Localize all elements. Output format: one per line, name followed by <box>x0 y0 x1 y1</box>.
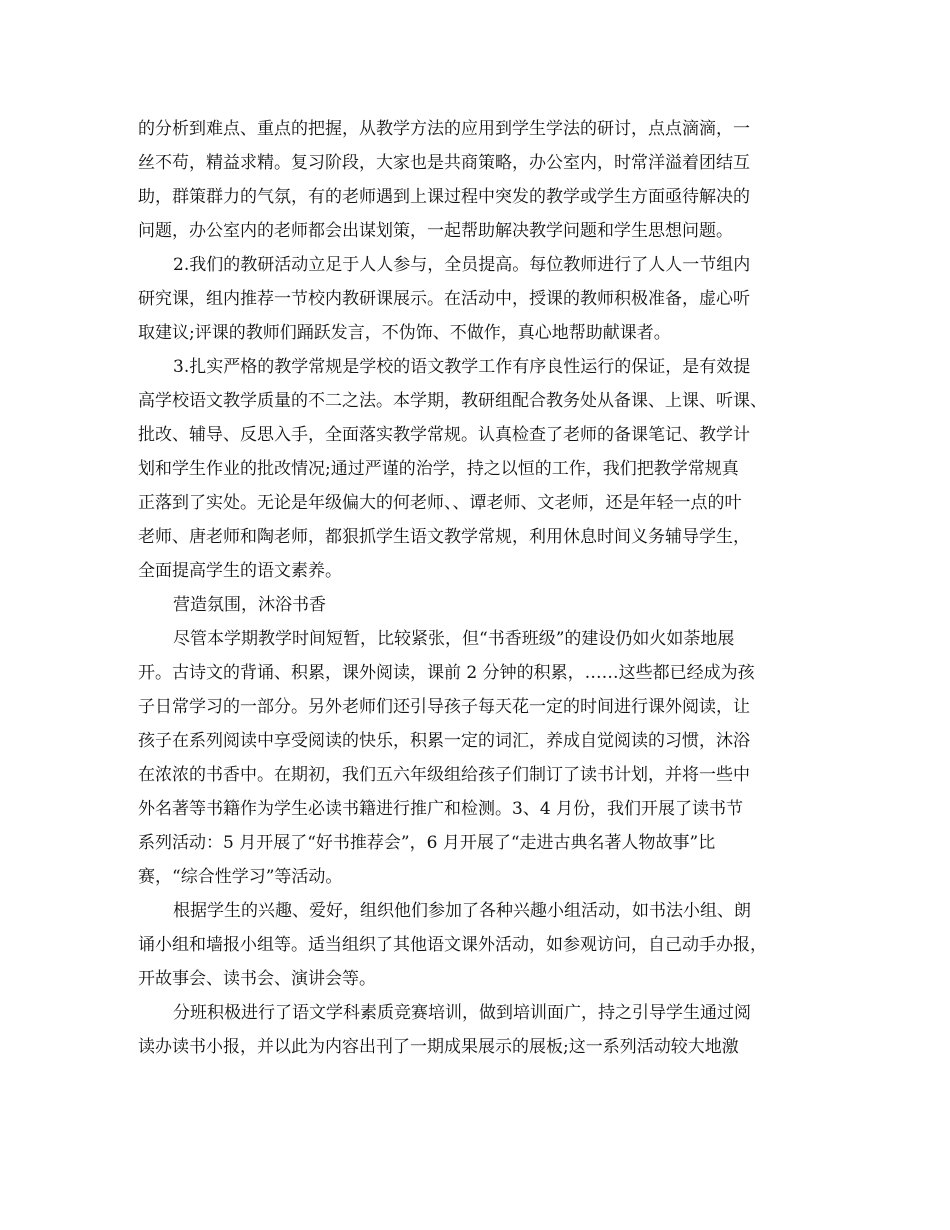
text-line: 外名著等书籍作为学生必读书籍进行推广和检测。3、4 月份，我们开展了读书节 <box>138 799 744 819</box>
text-line: 研究课，组内推荐一节校内教研课展示。在活动中，授课的教师积极准备，虚心听 <box>138 289 750 309</box>
text-line: 取建议;评课的教师们踊跃发言，不伪饰、不做作，真心地帮助献课者。 <box>138 323 671 343</box>
text-line: 尽管本学期教学时间短暂，比较紧张，但“书香班级”的建设仍如火如荼地展 <box>173 629 735 649</box>
text-line: 营造氛围，沐浴书香 <box>173 595 326 615</box>
document-body <box>138 112 828 1064</box>
text-line: 高学校语文教学质量的不二之法。本学期，教研组配合教务处从备课、上课、听课、 <box>138 391 767 411</box>
text-line: 丝不苟，精益求精。复习阶段，大家也是共商策略，办公室内，时常洋溢着团结互 <box>138 153 750 173</box>
text-line: 子日常学习的一部分。另外老师们还引导孩子每天花一定的时间进行课外阅读，让 <box>138 697 750 717</box>
text-line: 开。古诗文的背诵、积累，课外阅读，课前 2 分钟的积累，……这些都已经成为孩 <box>138 663 755 683</box>
text-line: 3.扎实严格的教学常规是学校的语文教学工作有序良性运行的保证，是有效提 <box>173 357 751 377</box>
text-line: 正落到了实处。无论是年级偏大的何老师、、谭老师、文老师，还是年轻一点的叶 <box>138 493 742 513</box>
text-line: 赛，“综合性学习”等活动。 <box>138 867 343 887</box>
text-line: 诵小组和墙报小组等。适当组织了其他语文课外活动，如参观访问，自己动手办报， <box>138 935 767 955</box>
text-line: 系列活动：5 月开展了“好书推荐会”，6 月开展了“走进古典名著人物故事”比 <box>138 833 716 853</box>
text-line: 老师、唐老师和陶老师，都狠抓学生语文教学常规，利用休息时间义务辅导学生， <box>138 527 750 547</box>
text-line: 批改、辅导、反思入手，全面落实教学常规。认真检查了老师的备课笔记、教学计 <box>138 425 750 445</box>
text-line: 全面提高学生的语文素养。 <box>138 561 342 581</box>
text-line: 助，群策群力的气氛，有的老师遇到上课过程中突发的教学或学生方面亟待解决的 <box>138 187 750 207</box>
text-line: 分班积极进行了语文学科素质竞赛培训，做到培训面广，持之引导学生通过阅 <box>173 1003 751 1023</box>
text-line: 读办读书小报，并以此为内容出刊了一期成果展示的展板;这一系列活动较大地激 <box>138 1037 739 1057</box>
text-line: 开故事会、读书会、演讲会等。 <box>138 969 376 989</box>
text-line: 根据学生的兴趣、爱好，组织他们参加了各种兴趣小组活动，如书法小组、朗 <box>173 901 751 921</box>
text-line: 的分析到难点、重点的把握，从教学方法的应用到学生学法的研讨，点点滴滴，一 <box>138 119 750 139</box>
text-line: 在浓浓的书香中。在期初，我们五六年级组给孩子们制订了读书计划，并将一些中 <box>138 765 750 785</box>
text-line: 问题，办公室内的老师都会出谋划策，一起帮助解决教学问题和学生思想问题。 <box>138 221 733 241</box>
text-line: 划和学生作业的批改情况;通过严谨的治学，持之以恒的工作，我们把教学常规真 <box>138 459 739 479</box>
text-line: 2.我们的教研活动立足于人人参与，全员提高。每位教师进行了人人一节组内 <box>173 255 751 275</box>
text-line: 孩子在系列阅读中享受阅读的快乐，积累一定的词汇，养成自觉阅读的习惯，沐浴 <box>138 731 750 751</box>
